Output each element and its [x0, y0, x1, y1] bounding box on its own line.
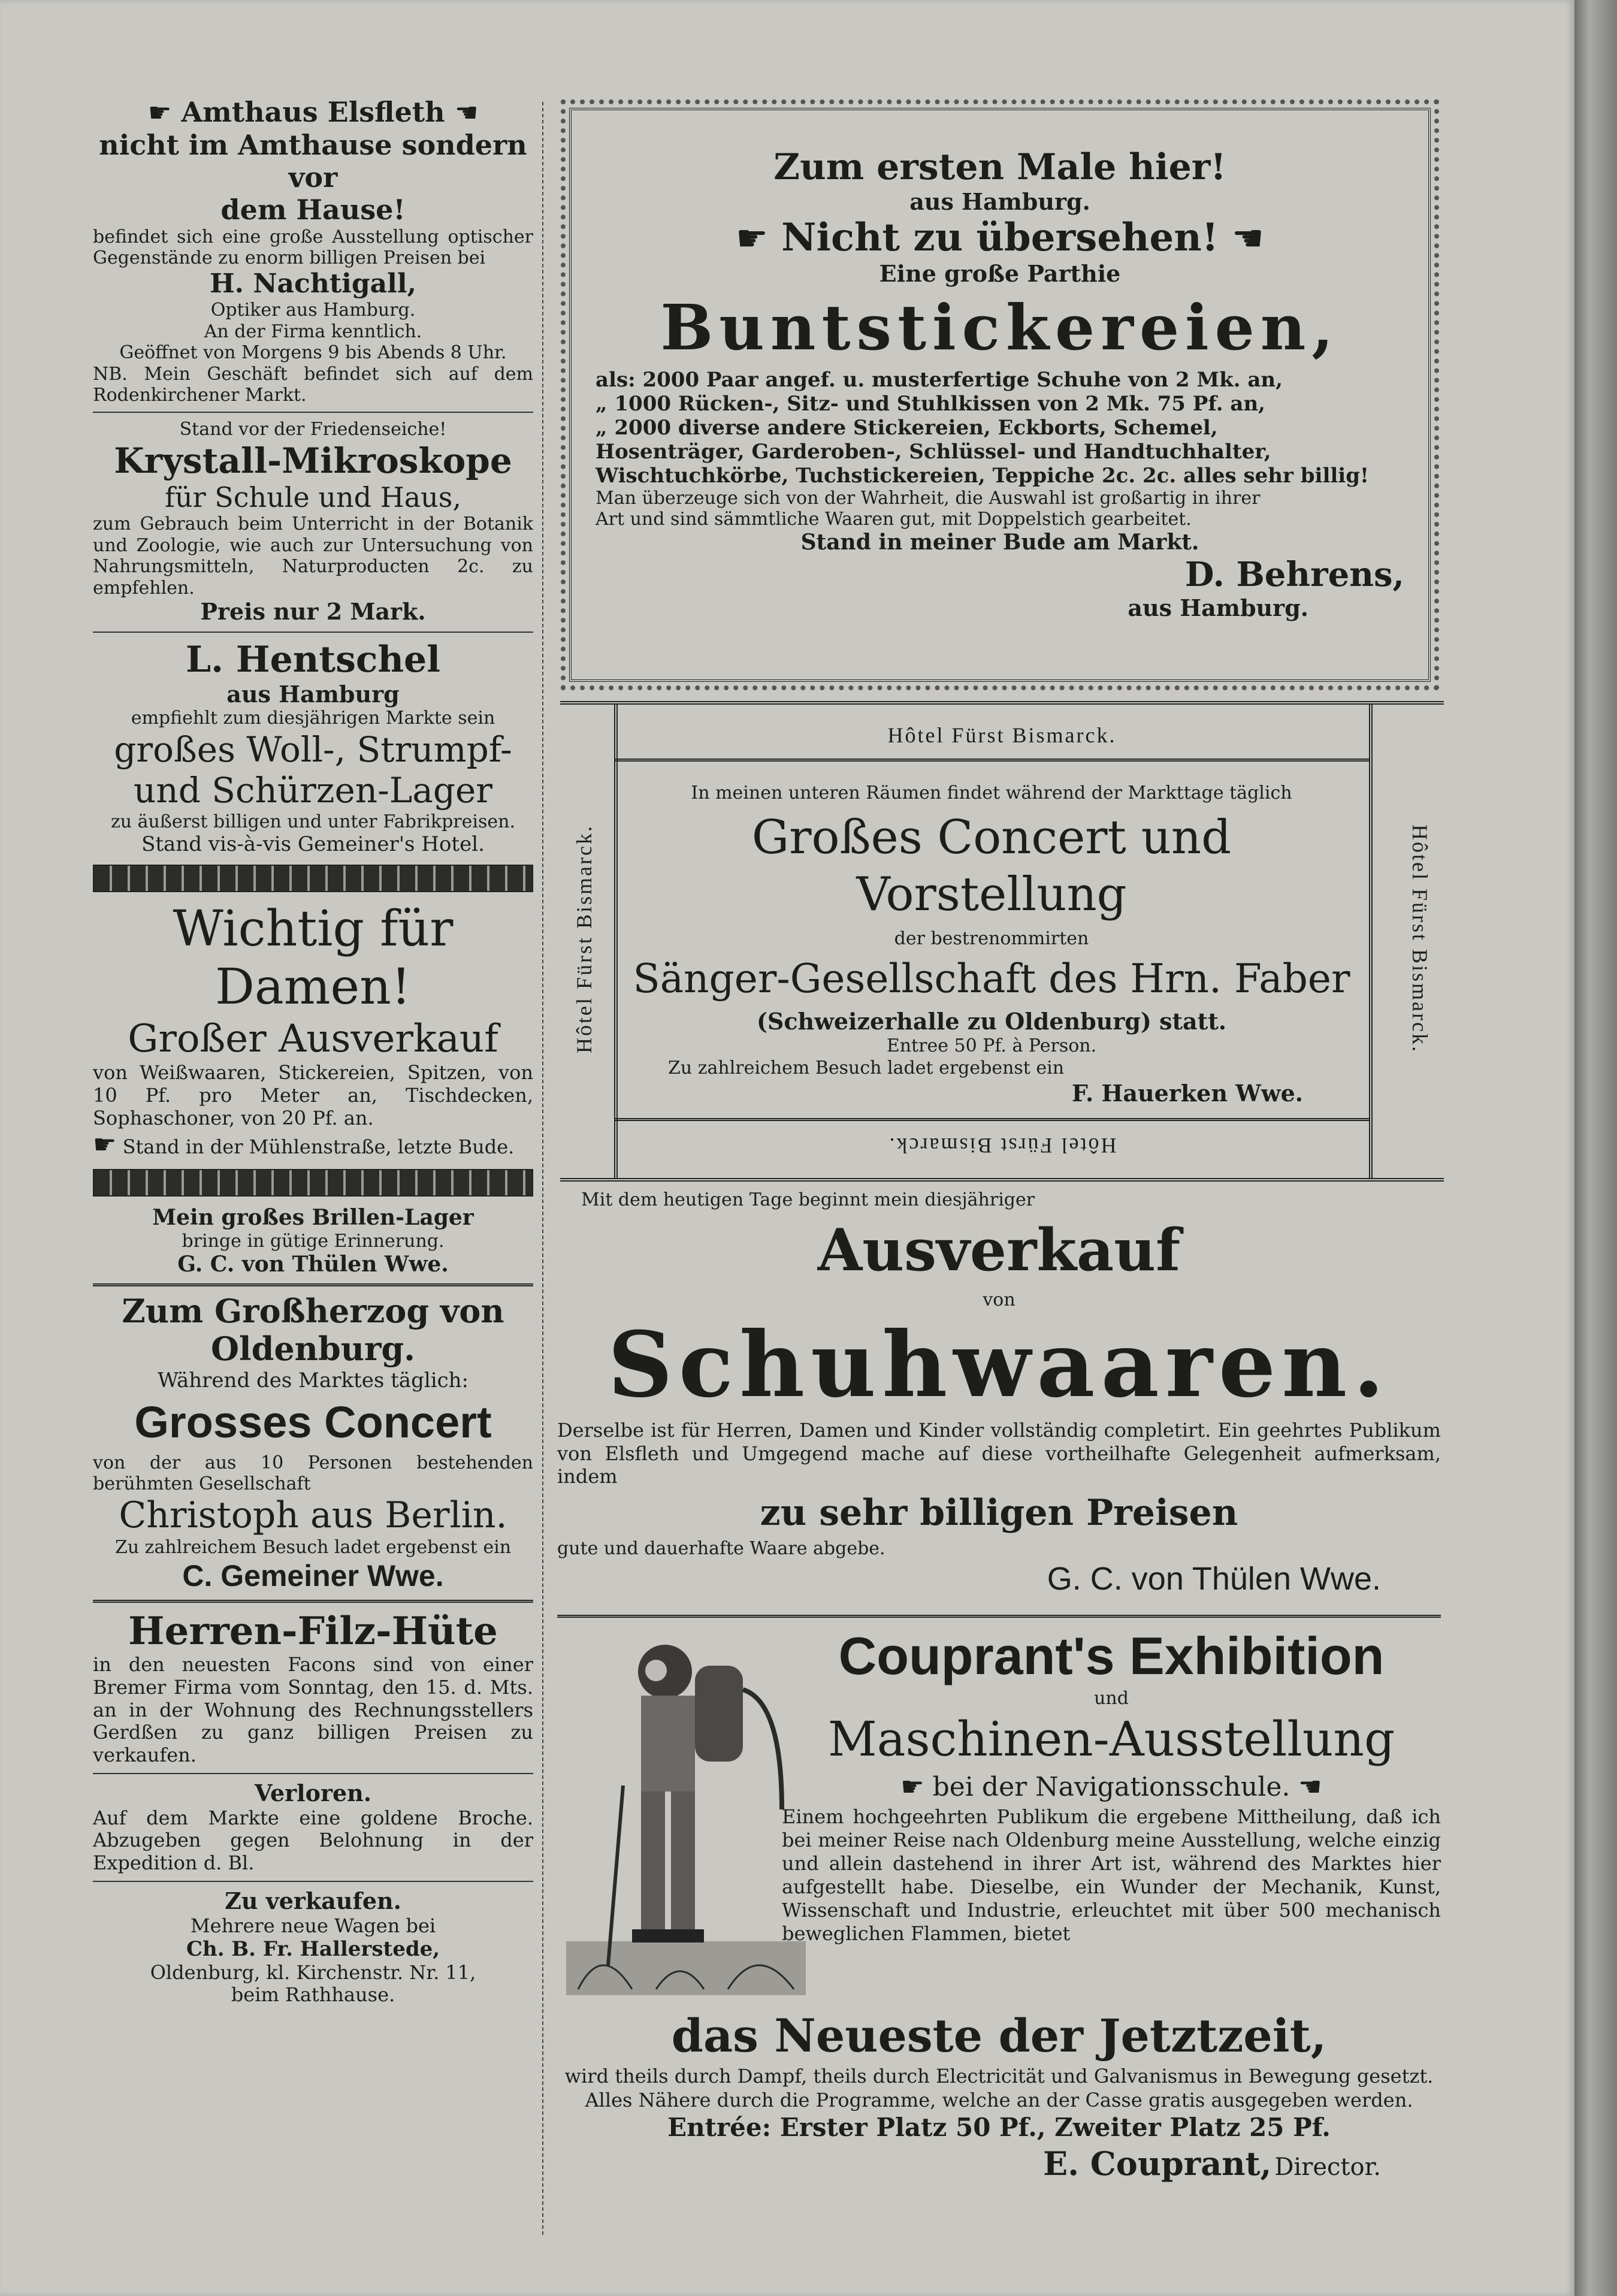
frame-text-bottom: Hôtel Fürst Bismarck. — [887, 1134, 1117, 1158]
ad-big-heading: Schuhwaaren. — [607, 1312, 1391, 1418]
ad-big-heading: Buntstickereien, — [660, 291, 1340, 364]
ad-item: als: 2000 Paar angef. u. musterfertige Schuhe von 2 Mk. an, — [596, 368, 1283, 392]
ad-heading: dem Hause! — [220, 194, 406, 226]
ad-price: Preis nur 2 Mark. — [200, 598, 426, 625]
ad-heading: nicht im Amthause sondern vor — [99, 128, 527, 194]
ad-hentschel — [93, 639, 533, 856]
divider — [93, 412, 533, 413]
ad-heading: Zum Großherzog von — [122, 1291, 504, 1330]
ad-heading: und Schürzen-Lager — [133, 770, 493, 811]
pointing-hand-icon: ☛ — [1298, 1771, 1322, 1802]
ad-stand: Stand in meiner Bude am Markt. — [800, 530, 1199, 555]
ad-heading: Couprant's Exhibition — [838, 1626, 1385, 1685]
pointing-hand-icon: ☛ — [454, 98, 478, 128]
diver-illustration — [566, 1630, 806, 2001]
ad-grossherzog — [93, 1292, 533, 1594]
ad-price: zu sehr billigen Preisen — [760, 1492, 1238, 1534]
ad-body: Zu zahlreichem Besuch ladet ergebenst ein — [114, 1537, 512, 1558]
ad-body: (Schweizerhalle zu Oldenburg) statt. — [756, 1008, 1227, 1035]
ad-schuhwaaren — [557, 1189, 1441, 1599]
divider — [557, 1615, 1441, 1618]
ad-stand: Stand vor der Friedenseiche! — [179, 419, 447, 440]
divider — [93, 1881, 533, 1882]
ad-body: gute und dauerhafte Waare abgebe. — [557, 1538, 885, 1560]
pointing-hand-icon: ☛ — [900, 1771, 924, 1802]
ad-nachtigall — [93, 96, 533, 406]
frame-line — [1369, 705, 1373, 1178]
ad-concert: Grosses Concert — [134, 1397, 492, 1448]
advertiser-name: L. Hentschel — [185, 638, 441, 681]
ad-body: Zu zahlreichem Besuch ladet ergebenst ein — [668, 1057, 1065, 1078]
ad-wagen — [93, 1888, 533, 2007]
ad-heading: Krystall-Mikroskope — [114, 440, 512, 481]
column-rule — [542, 102, 545, 2235]
frame-line — [614, 759, 1369, 762]
ad-body: An der Firma kenntlich. — [204, 321, 422, 342]
ad-body: von Weißwaaren, Stickereien, Spitzen, von 10 Pf. pro Meter an, Tischdecken, Sophaschoner, von 20 Pf. an. — [93, 1061, 533, 1129]
ad-city: aus Hamburg. — [1128, 594, 1308, 621]
ad-signature: C. Gemeiner Wwe. — [182, 1558, 444, 1593]
ad-signature: E. Couprant, — [1043, 2144, 1272, 2183]
ad-body: der bestrenommirten — [894, 928, 1089, 949]
ad-body: Art und sind sämmtliche Waaren gut, mit Doppelstich gearbeitet. — [596, 509, 1192, 530]
ad-body: Mehrere neue Wagen bei — [190, 1914, 436, 1937]
ad-body: von — [983, 1289, 1015, 1311]
ad-subheading: für Schule und Haus, — [164, 481, 462, 514]
ad-mikroskope — [93, 419, 533, 625]
ad-heading: Großes Concert und Vorstellung — [751, 810, 1232, 922]
ad-body: zu äußerst billigen und unter Fabrikpreisen. — [111, 811, 515, 832]
ad-couprant-head — [782, 1624, 1441, 1945]
divider — [93, 1283, 533, 1286]
ad-heading: Oldenburg. — [211, 1330, 415, 1368]
ad-damen — [93, 901, 533, 1161]
ad-city: aus Hamburg. — [909, 188, 1090, 215]
ad-heading: Nicht zu übersehen! — [781, 215, 1219, 260]
ad-role: Director. — [1274, 2153, 1381, 2181]
ad-signature: G. C. von Thülen Wwe. — [177, 1252, 449, 1277]
ad-body: NB. Mein Geschäft befindet sich auf dem Rodenkirchener Markt. — [93, 363, 533, 406]
ad-body: Alles Nähere durch die Programme, welche an der Casse gratis ausgegeben werden. — [585, 2089, 1413, 2111]
ad-hotel-bismarck — [560, 701, 1444, 1182]
ad-troupe: Sänger-Gesellschaft des Hrn. Faber — [633, 955, 1350, 1002]
ad-body: empfiehlt zum diesjährigen Markte sein — [131, 708, 495, 729]
divider — [93, 1600, 533, 1603]
ad-location: bei der Navigationsschule. — [932, 1771, 1290, 1802]
ad-item: „ 2000 diverse andere Stickereien, Eckborts, Schemel, — [596, 416, 1218, 440]
frame-line — [614, 1118, 1369, 1121]
ad-heading: Zum ersten Male hier! — [773, 146, 1226, 188]
ad-body: Auf dem Markte eine goldene Broche. Abzugeben gegen Belohnung in der Expedition d. Bl. — [93, 1806, 533, 1875]
ad-body: Mit dem heutigen Tage beginnt mein diesjähriger — [581, 1189, 1035, 1210]
ad-troupe: Christoph aus Berlin. — [119, 1494, 507, 1537]
ad-heading: Maschinen-Ausstellung — [827, 1711, 1395, 1767]
ad-heading: Mein großes Brillen-Lager — [152, 1205, 474, 1231]
ad-body: Während des Marktes täglich: — [158, 1368, 469, 1393]
frame-text-top: Hôtel Fürst Bismarck. — [887, 723, 1117, 747]
ad-heading: Amthaus Elsfleth — [181, 96, 445, 128]
ad-item: Wischtuchkörbe, Tuchstickereien, Teppiche 2c. 2c. alles sehr billig! — [596, 464, 1369, 488]
ornamental-band — [93, 865, 533, 892]
ad-behrens — [569, 108, 1431, 682]
ad-heading: Zu verkaufen. — [225, 1887, 401, 1914]
advertiser-city: aus Hamburg — [226, 680, 400, 708]
ad-item: „ 1000 Rücken-, Sitz- und Stuhlkissen von 2 Mk. 75 Pf. an, — [596, 392, 1266, 416]
ad-body: bringe in gütige Erinnerung. — [182, 1230, 445, 1252]
advertiser-address: Oldenburg, kl. Kirchenstr. Nr. 11, — [150, 1960, 476, 1984]
pointing-hand-icon: ☛ — [93, 1129, 117, 1161]
advertiser-address: beim Rathhause. — [231, 1983, 395, 2007]
ad-heading: großes Woll-, Strumpf- — [114, 729, 512, 770]
ad-body: Geöffnet von Morgens 9 bis Abends 8 Uhr. — [119, 342, 507, 364]
ad-body: in den neuesten Facons sind von einer Bremer Firma vom Sonntag, den 15. d. Mts. an in der Wohnung des Rechnungsstellers Gerdßen zu ganz billigen Preisen zu verkaufen. — [93, 1653, 533, 1767]
ad-item: Hosenträger, Garderoben-, Schlüssel- und Handtuchhalter, — [596, 440, 1271, 464]
frame-line — [614, 705, 618, 1178]
ad-body: Derselbe ist für Herren, Damen und Kinder vollständig completirt. Ein geehrtes Publikum von Elsfleth und Umgegend mache auf diese vortheilhafte Gelegenheit aufmerksam, indem — [557, 1419, 1441, 1488]
ad-signature: F. Hauerken Wwe. — [1071, 1079, 1303, 1107]
ad-heading: das Neueste der Jetztzeit, — [671, 2009, 1327, 2062]
advertiser-name: H. Nachtigall, — [210, 268, 416, 300]
left-column — [93, 96, 533, 2007]
ad-heading: Verloren. — [254, 1779, 372, 1806]
ad-signature: G. C. von Thülen Wwe. — [1047, 1561, 1381, 1597]
ad-signature: D. Behrens, — [1184, 555, 1404, 594]
ad-huete — [93, 1609, 533, 1767]
ad-couprant-foot — [557, 2007, 1441, 2184]
ad-body: und — [1094, 1688, 1129, 1709]
ad-price: Entree 50 Pf. à Person. — [886, 1035, 1097, 1057]
advertiser-name: Ch. B. Fr. Hallerstede, — [186, 1937, 440, 1962]
divider — [93, 632, 533, 633]
page-edge — [1574, 0, 1617, 2296]
advertiser-title: Optiker aus Hamburg. — [210, 300, 416, 321]
pointing-hand-icon: ☛ — [1232, 217, 1264, 259]
ad-body: zum Gebrauch beim Unterricht in der Botanik und Zoologie, wie auch zur Untersuchung von Nahrungsmitteln, Naturproducten 2c. zu empfehlen. — [93, 513, 533, 599]
ad-brillen — [93, 1205, 533, 1277]
ad-heading: Ausverkauf — [817, 1216, 1181, 1284]
ad-body: Einem hochgeehrten Publikum die ergebene Mittheilung, daß ich bei meiner Reise nach Oldenburg meine Ausstellung, welche einzig und allein dastehend in ihrer Art ist, während des Marktes hier aufgestellt habe. Dieselbe, ein Wunder der Mechanik, Kunst, Wissenschaft und Industrie, erleuchtet mit über 500 mechanisch beweglichen Flammen, bietet — [782, 1805, 1441, 1945]
ad-stand: Stand in der Mühlenstraße, letzte Bude. — [122, 1135, 515, 1159]
ad-body: In meinen unteren Räumen findet während der Markttage täglich — [691, 783, 1292, 803]
frame-text-left: Hôtel Fürst Bismarck. — [572, 824, 596, 1053]
pointing-hand-icon: ☛ — [148, 98, 172, 128]
ad-heading: Herren-Filz-Hüte — [128, 1608, 498, 1654]
ad-body: von der aus 10 Personen bestehenden berühmten Gesellschaft — [93, 1452, 533, 1494]
ornamental-band — [93, 1169, 533, 1197]
pointing-hand-icon: ☛ — [736, 217, 768, 259]
ad-body: Man überzeuge sich von der Wahrheit, die Auswahl ist großartig in ihrer — [596, 488, 1261, 509]
ad-heading: Wichtig für Damen! — [173, 901, 454, 1016]
ad-price: Entrée: Erster Platz 50 Pf., Zweiter Platz 25 Pf. — [667, 2113, 1331, 2142]
ad-body: befindet sich eine große Ausstellung optischer Gegenstände zu enorm billigen Preisen bei — [93, 226, 533, 269]
ad-subheading: Eine große Parthie — [879, 260, 1121, 287]
ad-subheading: Großer Ausverkauf — [128, 1016, 498, 1061]
ad-body: wird theils durch Dampf, theils durch Electricität und Galvanismus in Bewegung gesetzt. — [564, 2065, 1434, 2087]
divider — [93, 1773, 533, 1774]
ad-verloren — [93, 1780, 533, 1875]
ad-stand: Stand vis-à-vis Gemeiner's Hotel. — [141, 832, 485, 857]
frame-text-right: Hôtel Fürst Bismarck. — [1408, 824, 1432, 1053]
